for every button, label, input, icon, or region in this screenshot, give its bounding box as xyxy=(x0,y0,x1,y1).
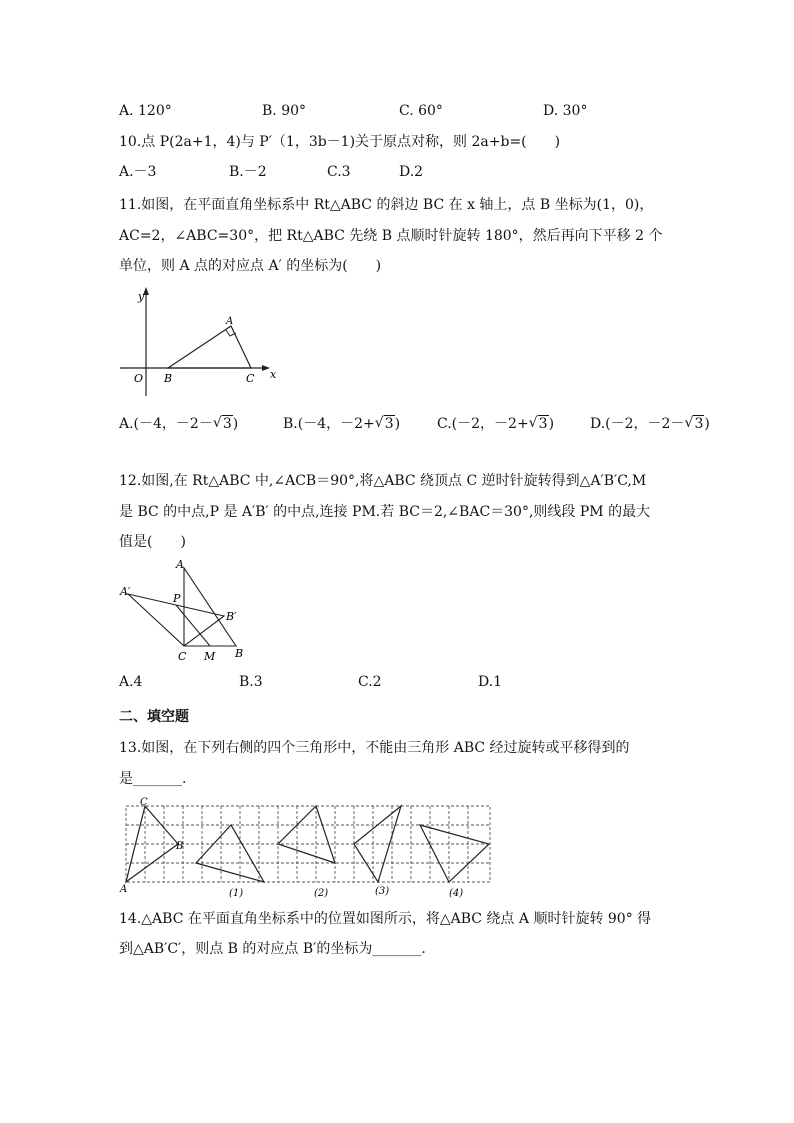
q10-option-a: A.－3 xyxy=(119,164,157,180)
q12-triangle-abc xyxy=(184,568,236,646)
q12-option-d: D.1 xyxy=(478,674,503,690)
q12-option-b: B.3 xyxy=(239,674,263,690)
q10-stem: 10.点 P(2a+1，4)与 P′（1，3b－1)关于原点对称，则 2a+b=( ) xyxy=(119,134,561,150)
q11-label-b: B xyxy=(164,372,173,385)
q11-triangle-abc xyxy=(168,326,251,368)
q12-stem-line1: 12.如图,在 Rt△ABC 中,∠ACB＝90°,将△ABC 绕顶点 C 逆时针旋转得到△A′B′C,M xyxy=(119,473,647,489)
q12-option-c: C.2 xyxy=(358,674,382,690)
q11-stem-line2: AC=2，∠ABC=30°，把 Rt△ABC 先绕 B 点顺时针旋转 180°，然后再向下平移 2 个 xyxy=(119,228,663,244)
q11-figure xyxy=(118,286,283,398)
q11-label-a: A xyxy=(226,316,234,327)
q13-stem-line1: 13.如图，在下列右侧的四个三角形中，不能由三角形 ABC 经过旋转或平移得到的 xyxy=(119,740,630,756)
q12-stem-line2: 是 BC 的中点,P 是 A′B′ 的中点,连接 PM.若 BC＝2,∠BAC＝30°,则线段 PM 的最大 xyxy=(119,504,651,520)
q12-label-b: B xyxy=(235,647,244,660)
q13-label-c: C xyxy=(140,797,148,808)
q10-option-c: C.3 xyxy=(327,164,351,180)
q9-option-d: D. 30° xyxy=(543,103,588,119)
q12-figure xyxy=(118,558,253,664)
q13-stem-line2: 是_______. xyxy=(119,771,187,787)
q14-stem-line2: 到△AB′C′，则点 B 的对应点 B′的坐标为_______. xyxy=(119,941,426,957)
q9-option-c: C. 60° xyxy=(399,103,443,119)
q9-option-b: B. 90° xyxy=(262,103,307,119)
q13-label-2: (2) xyxy=(314,888,329,899)
q14-stem-line1: 14.△ABC 在平面直角坐标系中的位置如图所示，将△ABC 绕点 A 顺时针旋转 90° 得 xyxy=(119,911,652,927)
q11-stem-line3: 单位，则 A 点的对应点 A′ 的坐标为( ) xyxy=(119,258,382,274)
q12-label-b1: B′ xyxy=(226,610,237,623)
q13-label-b: B xyxy=(176,841,184,852)
q13-figure xyxy=(118,797,493,899)
q11-stem-line1: 11.如图，在平面直角坐标系中 Rt△ABC 的斜边 BC 在 x 轴上，点 B 坐标为(1，0)， xyxy=(119,197,654,213)
section-heading-fill-in: 二、填空题 xyxy=(119,709,189,725)
q11-label-y: y xyxy=(138,290,145,303)
q13-triangle-2 xyxy=(278,806,335,863)
q12-label-m: M xyxy=(204,650,216,663)
q11-option-d: D.(－2，－2－√ 3) xyxy=(590,414,710,434)
q11-label-o: O xyxy=(134,372,144,385)
q12-label-p: P xyxy=(173,592,181,605)
q12-label-a: A xyxy=(176,558,184,571)
q13-triangle-1 xyxy=(196,825,264,882)
q13-label-4: (4) xyxy=(449,888,464,899)
q13-label-3: (3) xyxy=(375,886,390,897)
q10-option-b: B.－2 xyxy=(229,164,267,180)
q11-option-a: A.(－4，－2－√ 3) xyxy=(119,414,238,434)
q11-option-b: B.(－4，－2+√ 3) xyxy=(283,414,400,434)
q12-label-a1: A′ xyxy=(120,585,131,598)
q11-label-c: C xyxy=(246,372,255,385)
q13-label-a: A xyxy=(120,884,128,895)
q9-option-a: A. 120° xyxy=(119,103,172,119)
q11-label-x: x xyxy=(270,368,277,381)
q12-stem-line3: 值是( ) xyxy=(119,534,186,550)
q12-label-c: C xyxy=(178,650,187,663)
q12-option-a: A.4 xyxy=(119,674,143,690)
q10-option-d: D.2 xyxy=(399,164,424,180)
q13-label-1: (1) xyxy=(229,888,244,899)
q11-option-c: C.(－2，－2+√ 3) xyxy=(437,414,554,434)
